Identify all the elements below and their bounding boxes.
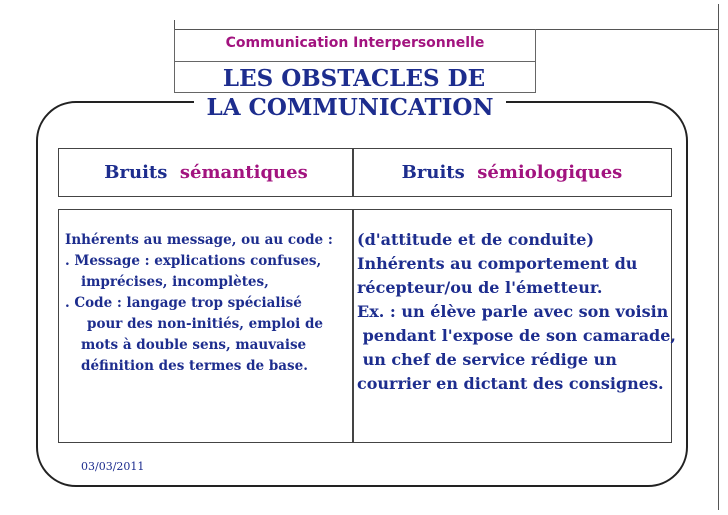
left-line: mots à double sens, mauvaise (81, 337, 307, 353)
right-line: un chef de service rédige un (357, 350, 617, 369)
left-heading (59, 149, 353, 196)
right-line: courrier en dictant des consignes. (357, 374, 664, 393)
right-line: (d'attitude et de conduite) (357, 230, 595, 249)
right-heading-accent: sémiologiques (477, 162, 623, 183)
left-line: . Code : langage trop spécialisé (65, 295, 302, 311)
title-line-1: LES OBSTACLES DE (222, 65, 486, 92)
left-heading-accent: sémantiques (179, 162, 308, 183)
right-line: Inhérents au comportement du (357, 254, 638, 273)
course-title: Communication Interpersonnelle (225, 35, 485, 51)
left-heading-word: Bruits (104, 162, 168, 183)
left-line: imprécises, incomplètes, (81, 274, 269, 290)
slide-date: 03/03/2011 (81, 460, 145, 473)
left-column-body (58, 209, 354, 443)
right-line: récepteur/ou de l'émetteur. (357, 278, 603, 297)
left-line: . Message : explications confuses, (65, 253, 322, 269)
slide-title (172, 64, 536, 122)
right-line: pendant l'expose de son camarade, (357, 326, 676, 345)
right-column-body (352, 209, 676, 443)
title-line-2: LA COMMUNICATION (194, 93, 506, 122)
left-body-text (59, 210, 353, 377)
left-line: définition des termes de base. (81, 358, 308, 374)
right-rule (718, 4, 719, 510)
right-heading (353, 149, 671, 196)
right-heading-word: Bruits (401, 162, 465, 183)
left-line: Inhérents au message, ou au code : (65, 232, 333, 248)
course-header (174, 29, 536, 62)
right-column-header (352, 148, 672, 197)
left-column-header (58, 148, 354, 197)
right-line: Ex. : un élève parle avec son voisin (357, 302, 669, 321)
right-body-text (353, 210, 676, 396)
left-line: pour des non-initiés, emploi de (87, 316, 323, 332)
